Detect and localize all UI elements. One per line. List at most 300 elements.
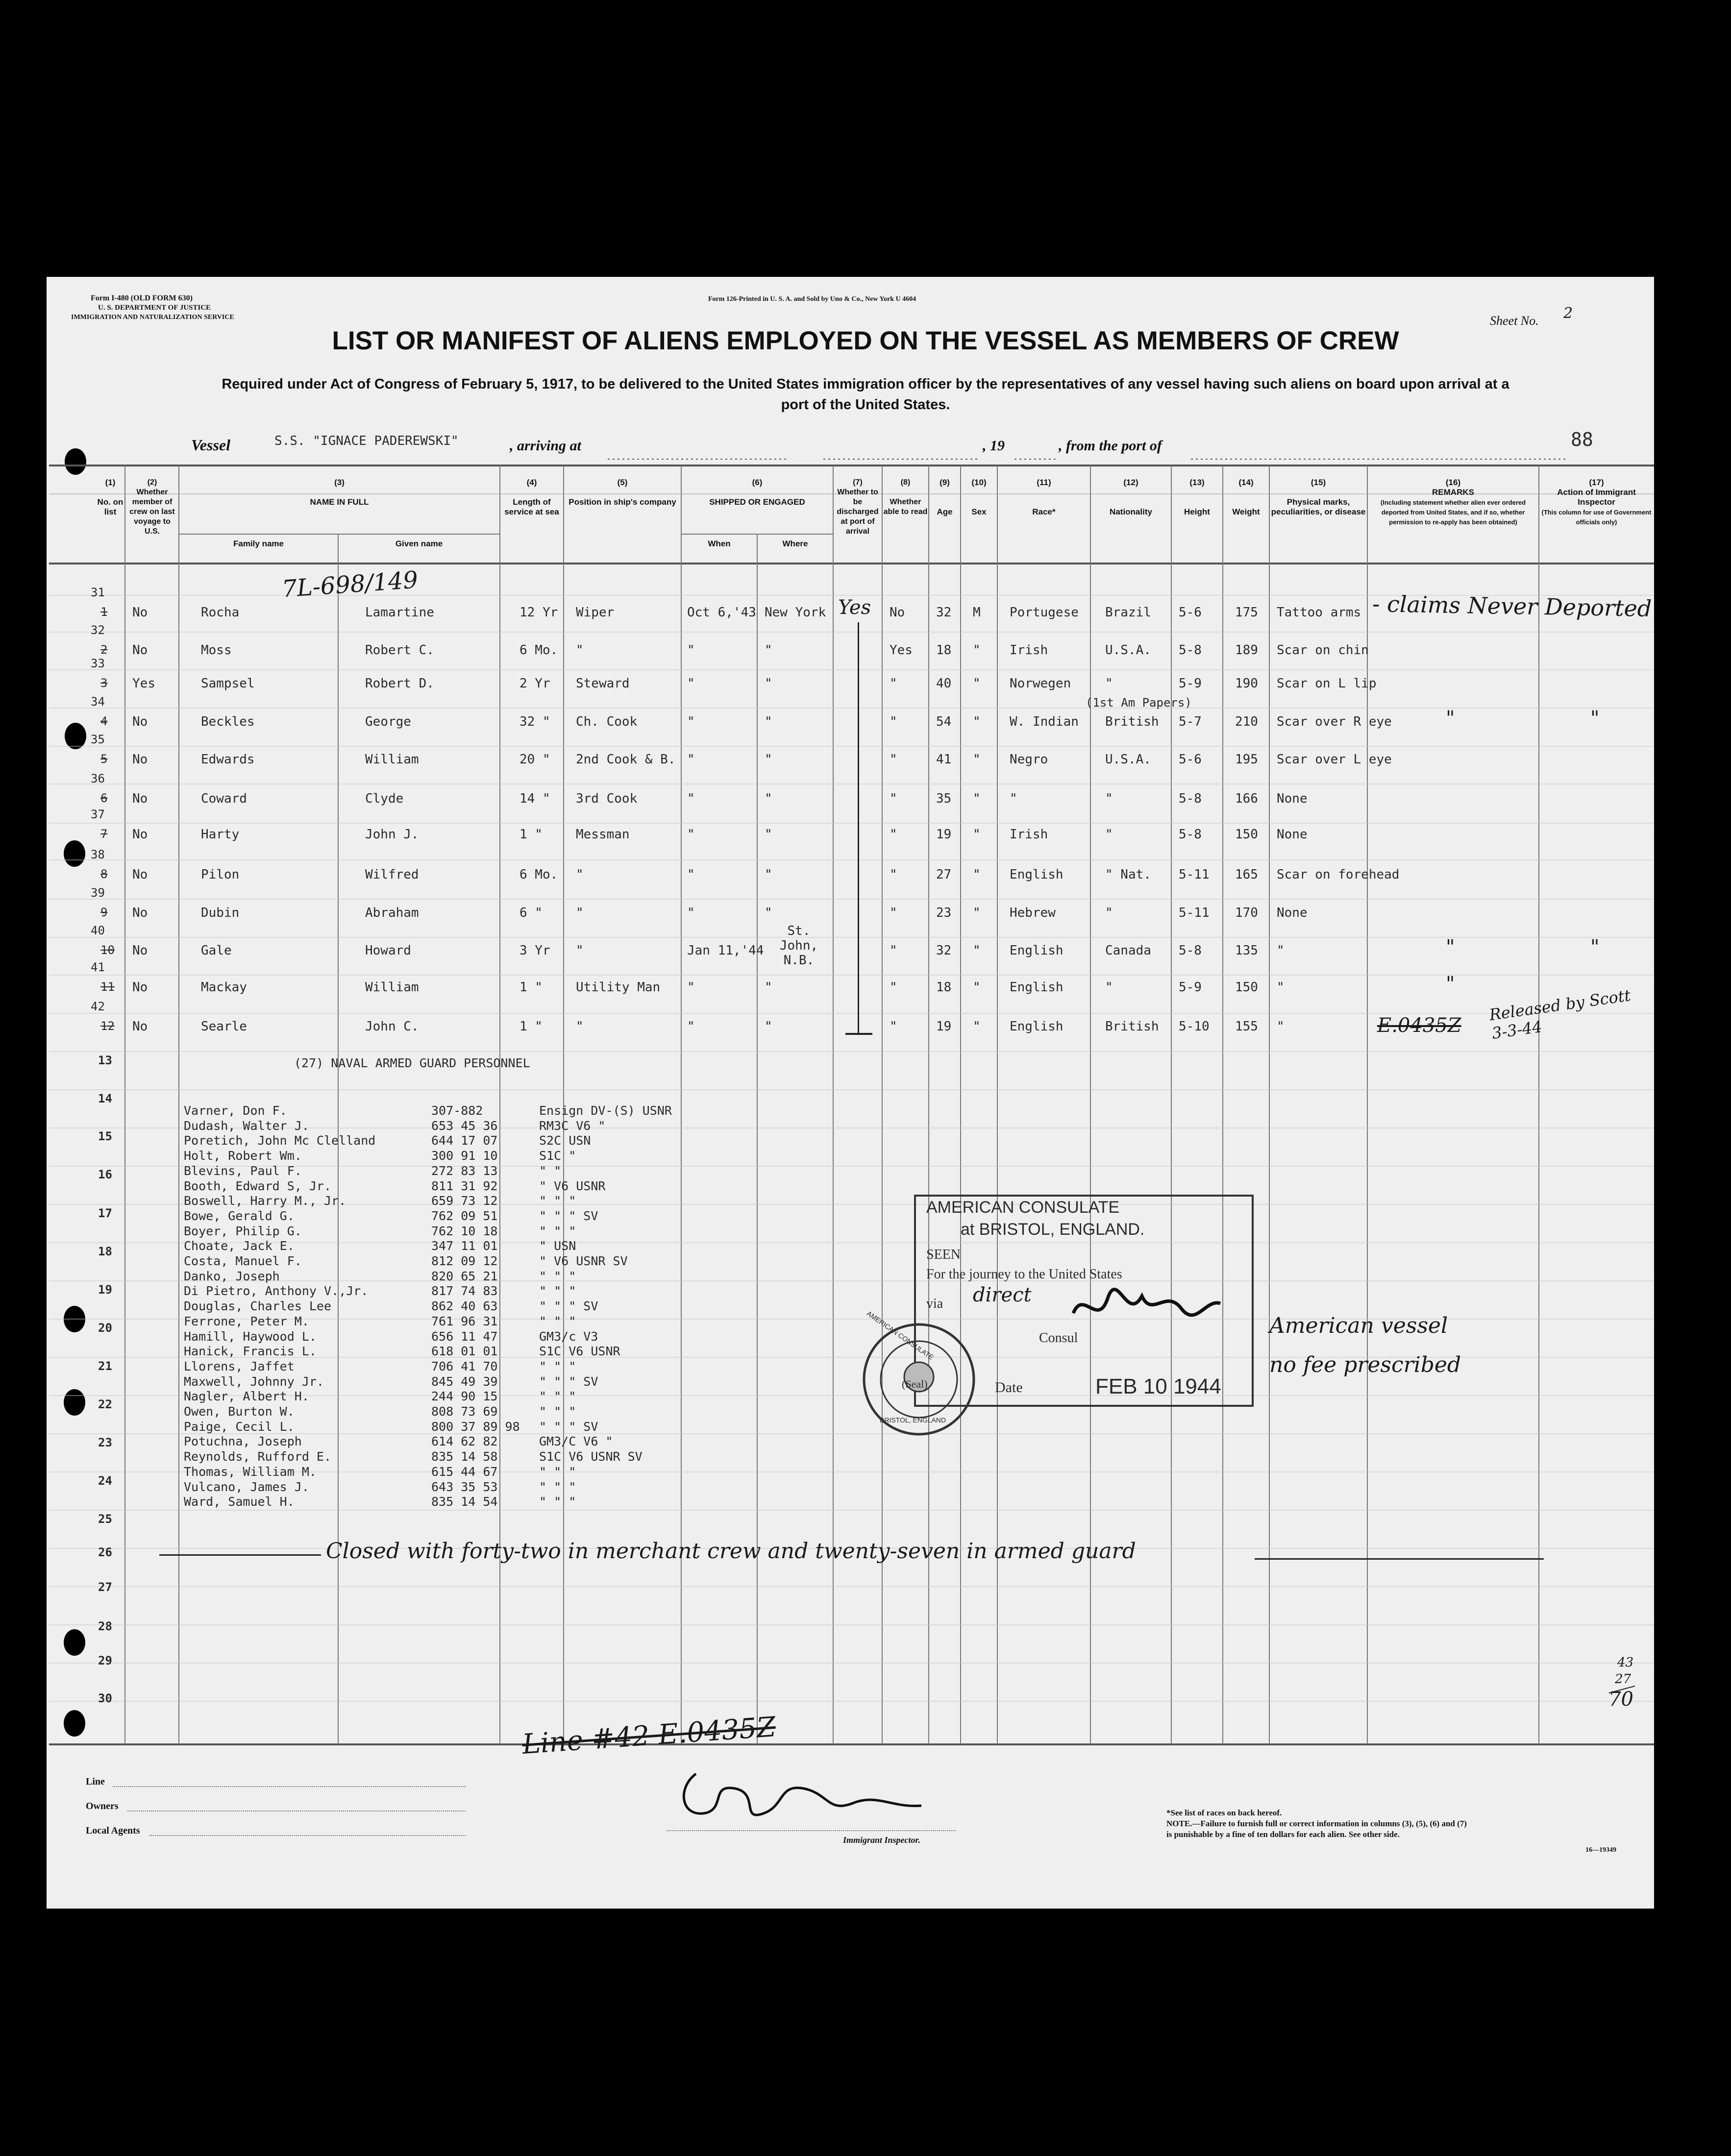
crew-marks: Scar on chin [1277,643,1369,658]
col-15-header: (15) Physical marks, peculiarities, or disease [1271,478,1366,516]
naval-name: Varner, Don F. [184,1103,287,1118]
crew-family: Coward [201,791,247,806]
stamp-via: via [926,1296,943,1311]
year-label: , 19 [983,438,1005,454]
naval-name: Douglas, Charles Lee [184,1299,332,1314]
crew-discharge: Yes [838,596,871,619]
crew-nationality: British [1105,714,1159,729]
crew-marks: Tattoo arms [1277,605,1361,620]
crew-marks: Scar over L eye [1277,752,1392,767]
naval-name: Paige, Cecil L. [184,1419,295,1434]
inspector-rule [667,1830,956,1831]
naval-number: 644 17 07 [431,1133,498,1148]
naval-number: 614 62 82 [431,1434,498,1449]
crew-race: English [1010,867,1063,882]
crew-prev: No [132,643,148,658]
old-row-number: 11 [100,980,115,994]
crew-given: Clyde [365,791,404,806]
no-fee-note: no fee prescribed [1269,1352,1461,1377]
naval-name: Thomas, William M. [184,1464,317,1479]
crew-given: John C. [365,1019,419,1034]
line-number-note: Line #42 E.0435Z [521,1711,777,1761]
crew-service: 6 Mo. [519,643,558,658]
naval-number: 761 96 31 [431,1314,498,1328]
crew-service: 2 Yr [519,676,550,691]
col-12-header: (12) Nationality [1110,478,1152,516]
crew-read: " [890,676,897,691]
crew-where: " [765,643,772,658]
row-number: 23 [98,1436,112,1449]
col-1-header: (1) No. on list [97,478,124,516]
naval-name: Maxwell, Johnny Jr. [184,1374,324,1389]
row-number: 39 [91,886,105,900]
crew-read: " [890,980,897,995]
crew-weight: 190 [1235,676,1258,691]
crew-release-note: Released by Scott 3-3-44 [1488,986,1632,1043]
naval-rank: S1C " [539,1149,576,1163]
crew-when: Oct 6,'43 [687,605,756,620]
naval-number: 618 01 01 [431,1344,498,1359]
crew-age: 23 [936,906,952,920]
crew-position: " [576,943,584,958]
naval-number: 811 31 92 [431,1178,498,1193]
crew-marks: None [1277,827,1308,842]
crew-prev: No [132,906,148,920]
manifest-subtitle: Required under Act of Congress of February 5, 1917, to be delivered to the United States immigration officer by the representatives of any vessel having such aliens on board upon arrival at a [222,376,1509,392]
crew-position: Steward [576,676,630,691]
row-number: 14 [98,1092,112,1105]
american-vessel-note: American vessel [1269,1313,1448,1338]
naval-name: Boswell, Harry M., Jr. [184,1194,346,1208]
naval-name: Potuchna, Joseph [184,1434,302,1449]
row-number: 35 [91,733,105,746]
crew-height: 5-9 [1179,676,1202,691]
naval-name: Reynolds, Rufford E. [184,1449,332,1464]
crew-prev: No [132,1019,148,1034]
crew-when: " [687,980,695,995]
naval-number: 244 90 15 [431,1389,498,1404]
crew-given: Robert D. [365,676,434,691]
crew-weight: 175 [1235,605,1258,620]
row-number: 19 [98,1283,112,1297]
naval-rank: RM3C V6 " [539,1118,606,1133]
row-number: 18 [98,1245,112,1258]
from-port-label: , from the port of [1059,438,1162,454]
row-number: 37 [91,808,105,821]
form-code: 16—19349 [1585,1846,1616,1854]
row-number: 38 [91,848,105,861]
crew-service: 1 " [519,1019,543,1034]
crew-family: Gale [201,943,232,958]
old-row-number: 7 [100,827,108,841]
crew-remarks: " [1446,707,1455,730]
footer-agents-label: Local Agents [86,1825,140,1836]
crew-age: 27 [936,867,952,882]
col-5-header: (5) Position in ship's company [569,478,676,507]
seal-text-bottom: BRISTOL, ENGLAND [880,1416,946,1424]
footer-line-rule [113,1786,466,1787]
naval-rank: " V6 USNR SV [539,1254,628,1268]
naval-name: Nagler, Albert H. [184,1389,309,1404]
footer-agents-rule [149,1835,466,1836]
crew-where: " [765,980,772,995]
crew-marks: " [1277,1019,1285,1034]
crew-service: 32 " [519,714,550,729]
crew-sex: " [973,643,981,658]
crew-prev: No [132,867,148,882]
crew-position: 2nd Cook & B. [576,752,676,767]
crew-weight: 210 [1235,714,1258,729]
naval-rank: " " " [539,1269,576,1283]
naval-number: 653 45 36 [431,1118,498,1133]
old-row-number: 9 [100,906,108,919]
naval-name: Costa, Manuel F. [184,1254,302,1268]
crew-age: 19 [936,1019,952,1034]
footer-owners-rule [127,1811,466,1812]
crew-height: 5-9 [1179,980,1202,995]
old-row-number: 6 [100,791,108,805]
crew-when: " [687,1019,695,1034]
naval-number: 762 10 18 [431,1224,498,1238]
col-6b-header: Where [782,539,808,548]
inspector-signature [667,1759,931,1838]
manifest-subtitle-2: port of the United States. [781,397,950,413]
crew-position: Utility Man [576,980,661,995]
sheet-label: Sheet No. [1490,314,1539,328]
naval-rank: Ensign DV-(S) USNR [539,1103,672,1118]
naval-rank: " " " [539,1224,576,1238]
crew-service: 6 " [519,906,543,920]
naval-name: Llorens, Jaffet [184,1359,295,1373]
arriving-label: , arriving at [510,438,581,454]
crew-read: No [890,605,905,620]
crew-position: Wiper [576,605,615,620]
row-number: 31 [91,586,105,599]
crew-service: 20 " [519,752,550,767]
crew-weight: 189 [1235,643,1258,658]
col-3-header: (3) NAME IN FULL [310,478,369,507]
tally-naval: 27 [1615,1672,1632,1687]
crew-remarks: " [1446,936,1455,958]
crew-where: St. John, N.B. [779,924,818,968]
page-number: 88 [1571,429,1593,450]
crew-position: " [576,867,584,882]
crew-weight: 170 [1235,906,1258,920]
crew-position: 3rd Cook [576,791,638,806]
crew-race: W. Indian [1010,714,1079,729]
naval-rank: S1C V6 USNR SV [539,1449,643,1464]
crew-when: " [687,676,695,691]
crew-when: Jan 11,'44 [687,943,764,958]
crew-nationality: British [1105,1019,1159,1034]
crew-service: 1 " [519,827,543,842]
naval-name: Ferrone, Peter M. [184,1314,309,1328]
naval-number: 835 14 58 [431,1449,498,1464]
vessel-name: S.S. "IGNACE PADEREWSKI" [274,434,459,448]
crew-family: Pilon [201,867,240,882]
row-number: 22 [98,1397,112,1411]
crew-sex: " [973,1019,981,1034]
naval-number: 615 44 67 [431,1464,498,1479]
crew-position: " [576,906,584,920]
crew-where: " [765,827,772,842]
old-row-number: 10 [100,943,115,957]
col-17-header: (17) Action of Immigrant Inspector (This column for use of Government officials only) [1541,478,1652,526]
naval-name: Choate, Jack E. [184,1239,295,1253]
naval-rank: " " " [539,1464,576,1479]
crew-race: Negro [1010,752,1048,767]
crew-sex: " [973,752,981,767]
naval-name: Booth, Edward S, Jr. [184,1178,332,1193]
crew-sex: " [973,676,981,691]
naval-number: 656 11 47 [431,1329,498,1344]
crew-family: Beckles [201,714,255,729]
old-row-number: 8 [100,867,108,881]
crew-height: 5-8 [1179,827,1202,842]
stamp-via-value: direct [973,1284,1032,1306]
crew-read: " [890,906,897,920]
stamp-consulate: AMERICAN CONSULATE [926,1198,1120,1217]
naval-rank: " " " SV [539,1208,598,1223]
naval-rank: " " " [539,1314,576,1328]
naval-rank: " " " [539,1494,576,1509]
crew-nationality: Canada [1105,943,1151,958]
naval-number: 820 65 21 [431,1269,498,1283]
crew-read: " [890,1019,897,1034]
naval-number: 300 91 10 [431,1149,498,1163]
naval-rank: GM3/C V6 " [539,1434,613,1449]
crew-service: 6 Mo. [519,867,558,882]
row-number: 15 [98,1129,112,1143]
crew-prev: Yes [132,676,155,691]
row-number: 40 [91,924,105,937]
crew-weight: 165 [1235,867,1258,882]
naval-name: Blevins, Paul F. [184,1163,302,1178]
crew-sex: " [973,867,981,882]
manifest-title: LIST OR MANIFEST OF ALIENS EMPLOYED ON THE VESSEL AS MEMBERS OF CREW [332,326,1399,355]
footnote-penalty: NOTE.—Failure to furnish full or correct information in columns (3), (5), (6) and (7) [1166,1819,1467,1828]
stamp-consul: Consul [1039,1330,1078,1346]
crew-age: 18 [936,643,952,658]
naval-number: 812 09 12 [431,1254,498,1268]
crew-prev: No [132,791,148,806]
naval-name: Ward, Samuel H. [184,1494,295,1509]
col-3a-header: Family name [233,539,284,548]
crew-remarks: " [1446,973,1455,995]
crew-position: Messman [576,827,630,842]
crew-where: " [765,1019,772,1034]
crew-height: 5-8 [1179,643,1202,658]
crew-when: " [687,867,695,882]
tally-merchant: 43 [1617,1655,1634,1670]
closing-line-right [1255,1558,1544,1560]
row-number: 42 [91,1000,105,1013]
naval-rank: " " " [539,1284,576,1298]
crew-remarks: - claims Never Deported [1372,590,1652,622]
row-number: 34 [91,695,105,709]
naval-number: 862 40 63 [431,1299,498,1314]
crew-when: " [687,714,695,729]
naval-name: Hanick, Francis L. [184,1344,317,1359]
crew-action: " [1590,707,1600,730]
naval-rank: " " [539,1163,562,1178]
naval-name: Danko, Joseph [184,1269,280,1283]
form-id: Form I-480 (OLD FORM 630) [91,294,193,302]
crew-nationality: " [1105,791,1113,806]
crew-height: 5-8 [1179,791,1202,806]
closing-line-left [159,1554,321,1556]
naval-name: Boyer, Philip G. [184,1224,302,1238]
naval-rank: " " " [539,1359,576,1373]
old-row-number: 3 [100,676,108,690]
crew-family: Searle [201,1019,247,1034]
row-number: 33 [91,657,105,670]
row-number: 25 [98,1512,112,1526]
col-6-header: (6) SHIPPED OR ENGAGED [709,478,805,507]
crew-age: 32 [936,943,952,958]
crew-read: " [890,867,897,882]
crew-marks: None [1277,791,1308,806]
row-number: 17 [98,1206,112,1220]
crew-sex: " [973,906,981,920]
naval-rank: S2C USN [539,1133,591,1148]
crew-weight: 150 [1235,980,1258,995]
row-number: 13 [98,1054,112,1067]
naval-name: Di Pietro, Anthony V.,Jr. [184,1284,369,1298]
row-number: 16 [98,1168,112,1181]
crew-age: 41 [936,752,952,767]
crew-when: " [687,827,695,842]
crew-nationality: U.S.A. [1105,643,1151,658]
crew-given: Abraham [365,906,419,920]
crew-sex: " [973,943,981,958]
naval-rank: " " " SV [539,1299,598,1314]
footnote-races: *See list of races on back hereof. [1166,1808,1282,1817]
old-row-number: 4 [100,714,108,728]
naval-rank: " " " [539,1404,576,1419]
naval-number: 845 49 39 [431,1374,498,1389]
discharge-bracket [858,622,859,1034]
crew-read: Yes [890,643,913,658]
crew-action: " [1590,936,1600,958]
crew-nationality: " Nat. [1105,867,1151,882]
row-number: 30 [98,1691,112,1705]
naval-rank: " " " [539,1194,576,1208]
service-name: IMMIGRATION AND NATURALIZATION SERVICE [71,314,234,321]
crew-when: " [687,752,695,767]
crew-given: William [365,752,419,767]
col-16-header: (16) REMARKS (Including statement whether alien ever ordered deported from United States, and if so, whether permission to re-apply has been obtained) [1380,478,1526,526]
naval-rank: " USN [539,1239,576,1253]
crew-family: Harty [201,827,240,842]
footnote-penalty-2: is punishable by a fine of ten dollars for each alien. See other side. [1166,1830,1400,1839]
crew-nationality: " [1105,906,1113,920]
tally-total: 70 [1608,1688,1633,1711]
naval-number: 835 14 54 [431,1494,498,1509]
crew-age: 35 [936,791,952,806]
naval-rank: GM3/c V3 [539,1329,598,1344]
crew-race: Norwegen [1010,676,1071,691]
stamp-date: FEB 10 1944 [1095,1374,1221,1398]
crew-given: George [365,714,411,729]
crew-nationality: U.S.A. [1105,752,1151,767]
naval-name: Poretich, John Mc Clelland [184,1133,376,1148]
sheet-number: 2 [1563,305,1573,322]
naval-name: Bowe, Gerald G. [184,1208,295,1223]
crew-where: " [765,791,772,806]
crew-family: Sampsel [201,676,255,691]
crew-prev: No [132,752,148,767]
naval-number: 659 73 12 [431,1194,498,1208]
stamp-location: at BRISTOL, ENGLAND. [961,1220,1145,1239]
file-number-note: 7L-698/149 [281,566,419,603]
naval-rank: " " " [539,1389,576,1404]
crew-service: 12 Yr [519,605,558,620]
crew-race: Irish [1010,827,1048,842]
crew-nationality: " [1105,827,1113,842]
row-number: 27 [98,1580,112,1594]
crew-when: " [687,791,695,806]
stamp-seen: SEEN [926,1247,961,1262]
naval-header: (27) NAVAL ARMED GUARD PERSONNEL [294,1056,530,1070]
crew-marks: Scar on forehead [1277,867,1400,882]
crew-height: 5-11 [1179,906,1210,920]
crew-where: New York [765,605,826,620]
crew-remarks: E.0435Z [1377,1014,1461,1037]
crew-service: 14 " [519,791,550,806]
crew-given: Lamartine [365,605,434,620]
stamp-date-label: Date [995,1379,1023,1396]
inspector-label: Immigrant Inspector. [843,1835,921,1845]
naval-name: Vulcano, James J. [184,1479,309,1494]
naval-name: Hamill, Haywood L. [184,1329,317,1344]
old-row-number: 12 [100,1019,115,1033]
row-number: 29 [98,1654,112,1667]
crew-race: English [1010,1019,1063,1034]
crew-weight: 166 [1235,791,1258,806]
crew-when: " [687,906,695,920]
vessel-label: Vessel [191,436,230,454]
crew-family: Moss [201,643,232,658]
naval-number: 307-882 [431,1103,483,1118]
naval-rank: " " " SV [539,1374,598,1389]
row-number: 28 [98,1619,112,1633]
footer-owners-label: Owners [86,1801,119,1812]
crew-height: 5-7 [1179,714,1202,729]
naval-number: 800 37 89 98 [431,1419,520,1434]
crew-sex: " [973,980,981,995]
naval-number: 808 73 69 [431,1404,498,1419]
crew-marks: Scar over R eye [1277,714,1392,729]
row-number: 20 [98,1321,112,1335]
crew-read: " [890,752,897,767]
crew-race: " [1010,791,1017,806]
col-4-header: (4) Length of service at sea [504,478,559,516]
row-number: 32 [91,623,105,637]
crew-given: Robert C. [365,643,434,658]
crew-position: " [576,643,584,658]
crew-where: " [765,867,772,882]
crew-family: Mackay [201,980,247,995]
crew-where: " [765,752,772,767]
crew-read: " [890,791,897,806]
naval-number: 706 41 70 [431,1359,498,1373]
crew-marks: " [1277,943,1285,958]
col-8-header: (8) Whether able to read [883,478,928,516]
printer-line: Form 126-Printed in U. S. A. and Sold by Uno & Co., New York U 4604 [708,295,916,303]
crew-given: William [365,980,419,995]
crew-prev: No [132,605,148,620]
